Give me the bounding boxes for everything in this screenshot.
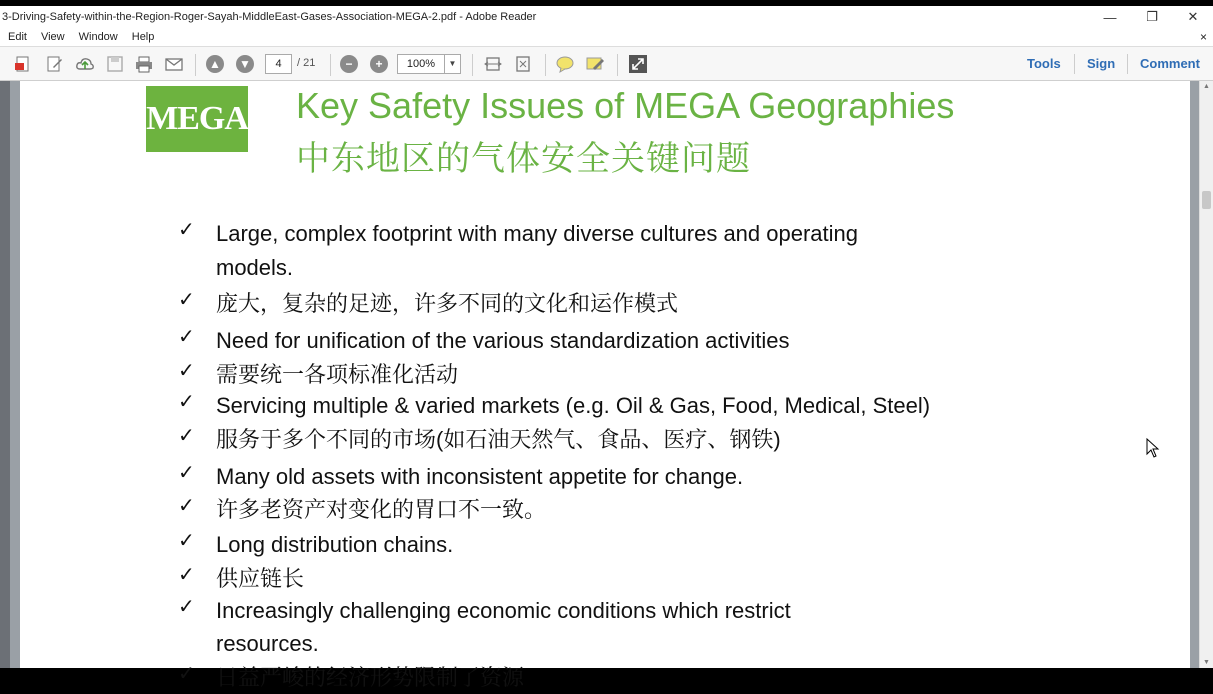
previous-page-button[interactable] bbox=[204, 54, 226, 74]
bullet-text: Large, complex footprint with many diverse cultures and operating bbox=[216, 221, 859, 246]
vertical-scrollbar[interactable] bbox=[1199, 81, 1213, 668]
toolbar-separator bbox=[472, 54, 473, 76]
print-icon[interactable] bbox=[133, 54, 155, 74]
bullet-text: 许多老资产对变化的胃口不一致。 bbox=[216, 497, 547, 522]
menu-view[interactable]: View bbox=[40, 31, 65, 43]
zoom-select[interactable] bbox=[397, 54, 461, 74]
bullet-text: 日益严峻的经济形势限制了资源 bbox=[216, 665, 525, 690]
sign-button[interactable]: Sign bbox=[1087, 56, 1116, 71]
save-icon[interactable] bbox=[104, 54, 126, 74]
bullet-text: 庞大，复杂的足迹，许多不同的文化和运作模式 bbox=[216, 291, 679, 316]
toolbar-separator bbox=[617, 54, 618, 76]
menu-help[interactable]: Help bbox=[131, 31, 155, 43]
next-page-button[interactable] bbox=[234, 54, 256, 74]
zoom-in-button[interactable] bbox=[368, 54, 390, 74]
email-icon[interactable] bbox=[163, 54, 185, 74]
restore-button[interactable] bbox=[1132, 6, 1172, 28]
toolbar-separator bbox=[330, 54, 331, 76]
logo-text: MEGA bbox=[146, 100, 248, 137]
expand-icon[interactable] bbox=[627, 54, 649, 74]
create-pdf-icon[interactable] bbox=[12, 54, 34, 74]
fit-width-icon[interactable] bbox=[482, 54, 504, 74]
bullet-text: resources. bbox=[216, 631, 319, 656]
arrow-down-icon: ▼ bbox=[236, 55, 254, 73]
close-button[interactable] bbox=[1173, 6, 1213, 28]
checkmark-icon: ✓ bbox=[178, 289, 195, 311]
bullet-text: Many old assets with inconsistent appetite for change. bbox=[216, 464, 744, 489]
checkmark-icon: ✓ bbox=[178, 462, 195, 484]
checkmark-icon: ✓ bbox=[178, 596, 195, 618]
restore-icon: ❐ bbox=[1146, 9, 1158, 24]
checkmark-icon: ✓ bbox=[178, 530, 195, 552]
scrollbar-thumb[interactable] bbox=[1202, 191, 1211, 209]
scroll-down-icon[interactable]: ▼ bbox=[1203, 659, 1210, 666]
mouse-cursor-icon bbox=[1146, 438, 1160, 463]
checkmark-icon: ✓ bbox=[178, 326, 195, 348]
bullet-text: Servicing multiple & varied markets (e.g. Oil & Gas, Food, Medical, Steel) bbox=[216, 393, 931, 418]
toolbar-separator bbox=[195, 54, 196, 76]
arrow-up-icon: ▲ bbox=[206, 55, 224, 73]
title-bar bbox=[0, 6, 1213, 28]
menu-window[interactable]: Window bbox=[78, 31, 118, 43]
toolbar-separator bbox=[545, 54, 546, 76]
fit-page-icon[interactable] bbox=[512, 54, 534, 74]
zoom-value: 100% bbox=[406, 58, 436, 70]
minimize-button[interactable] bbox=[1090, 6, 1130, 28]
scroll-up-icon[interactable]: ▲ bbox=[1203, 83, 1210, 90]
checkmark-icon: ✓ bbox=[178, 663, 195, 685]
bullet-text: Increasingly challenging economic conditions which restrict bbox=[216, 598, 791, 623]
checkmark-icon: ✓ bbox=[178, 391, 195, 413]
bullet-text: Long distribution chains. bbox=[216, 532, 454, 557]
toolbar bbox=[0, 46, 1213, 81]
toolbar-separator bbox=[1127, 54, 1128, 74]
bullet-text: models. bbox=[216, 255, 294, 280]
navigation-pane-strip[interactable] bbox=[0, 81, 10, 668]
close-document-button[interactable]: × bbox=[1199, 30, 1207, 44]
adobe-reader-window bbox=[0, 6, 1213, 690]
bullet-text: 供应链长 bbox=[216, 566, 305, 591]
slide-subtitle: 中东地区的气体安全关键问题 bbox=[296, 140, 751, 178]
zoom-out-button[interactable] bbox=[338, 54, 360, 74]
page-number-input[interactable]: 4 bbox=[265, 54, 292, 74]
highlight-icon[interactable] bbox=[584, 54, 606, 74]
window-title: 3-Driving-Safety-within-the-Region-Roger-Sayah-MiddleEast-Gases-Association-MEGA-2.pdf - Adobe Reader bbox=[2, 11, 537, 23]
minus-icon: − bbox=[340, 55, 358, 73]
page-total: / 21 bbox=[297, 57, 316, 69]
mega-logo bbox=[146, 86, 248, 152]
edit-pdf-icon[interactable] bbox=[44, 54, 66, 74]
toolbar-separator bbox=[1074, 54, 1075, 74]
sticky-note-icon[interactable] bbox=[554, 54, 576, 74]
bullet-text: 服务于多个不同的市场(如石油天然气、食品、医疗、钢铁) bbox=[216, 427, 781, 452]
menu-edit[interactable]: Edit bbox=[8, 31, 27, 43]
chevron-down-icon[interactable]: ▼ bbox=[444, 55, 460, 73]
comment-button[interactable]: Comment bbox=[1140, 56, 1200, 71]
checkmark-icon: ✓ bbox=[178, 495, 195, 517]
minimize-icon: — bbox=[1103, 9, 1117, 25]
bullet-text: Need for unification of the various standardization activities bbox=[216, 328, 790, 353]
slide-title: Key Safety Issues of MEGA Geographies bbox=[296, 85, 955, 126]
pdf-page bbox=[20, 81, 1190, 690]
cloud-upload-icon[interactable] bbox=[74, 54, 96, 74]
plus-icon: + bbox=[370, 55, 388, 73]
bullet-text: 需要统一各项标准化活动 bbox=[216, 362, 459, 387]
tools-button[interactable]: Tools bbox=[1027, 56, 1061, 71]
checkmark-icon: ✓ bbox=[178, 425, 195, 447]
menu-bar bbox=[0, 28, 1213, 46]
checkmark-icon: ✓ bbox=[178, 219, 195, 241]
close-icon: ✕ bbox=[1187, 9, 1199, 24]
document-viewport[interactable] bbox=[0, 81, 1213, 690]
checkmark-icon: ✓ bbox=[178, 564, 195, 586]
checkmark-icon: ✓ bbox=[178, 360, 195, 382]
